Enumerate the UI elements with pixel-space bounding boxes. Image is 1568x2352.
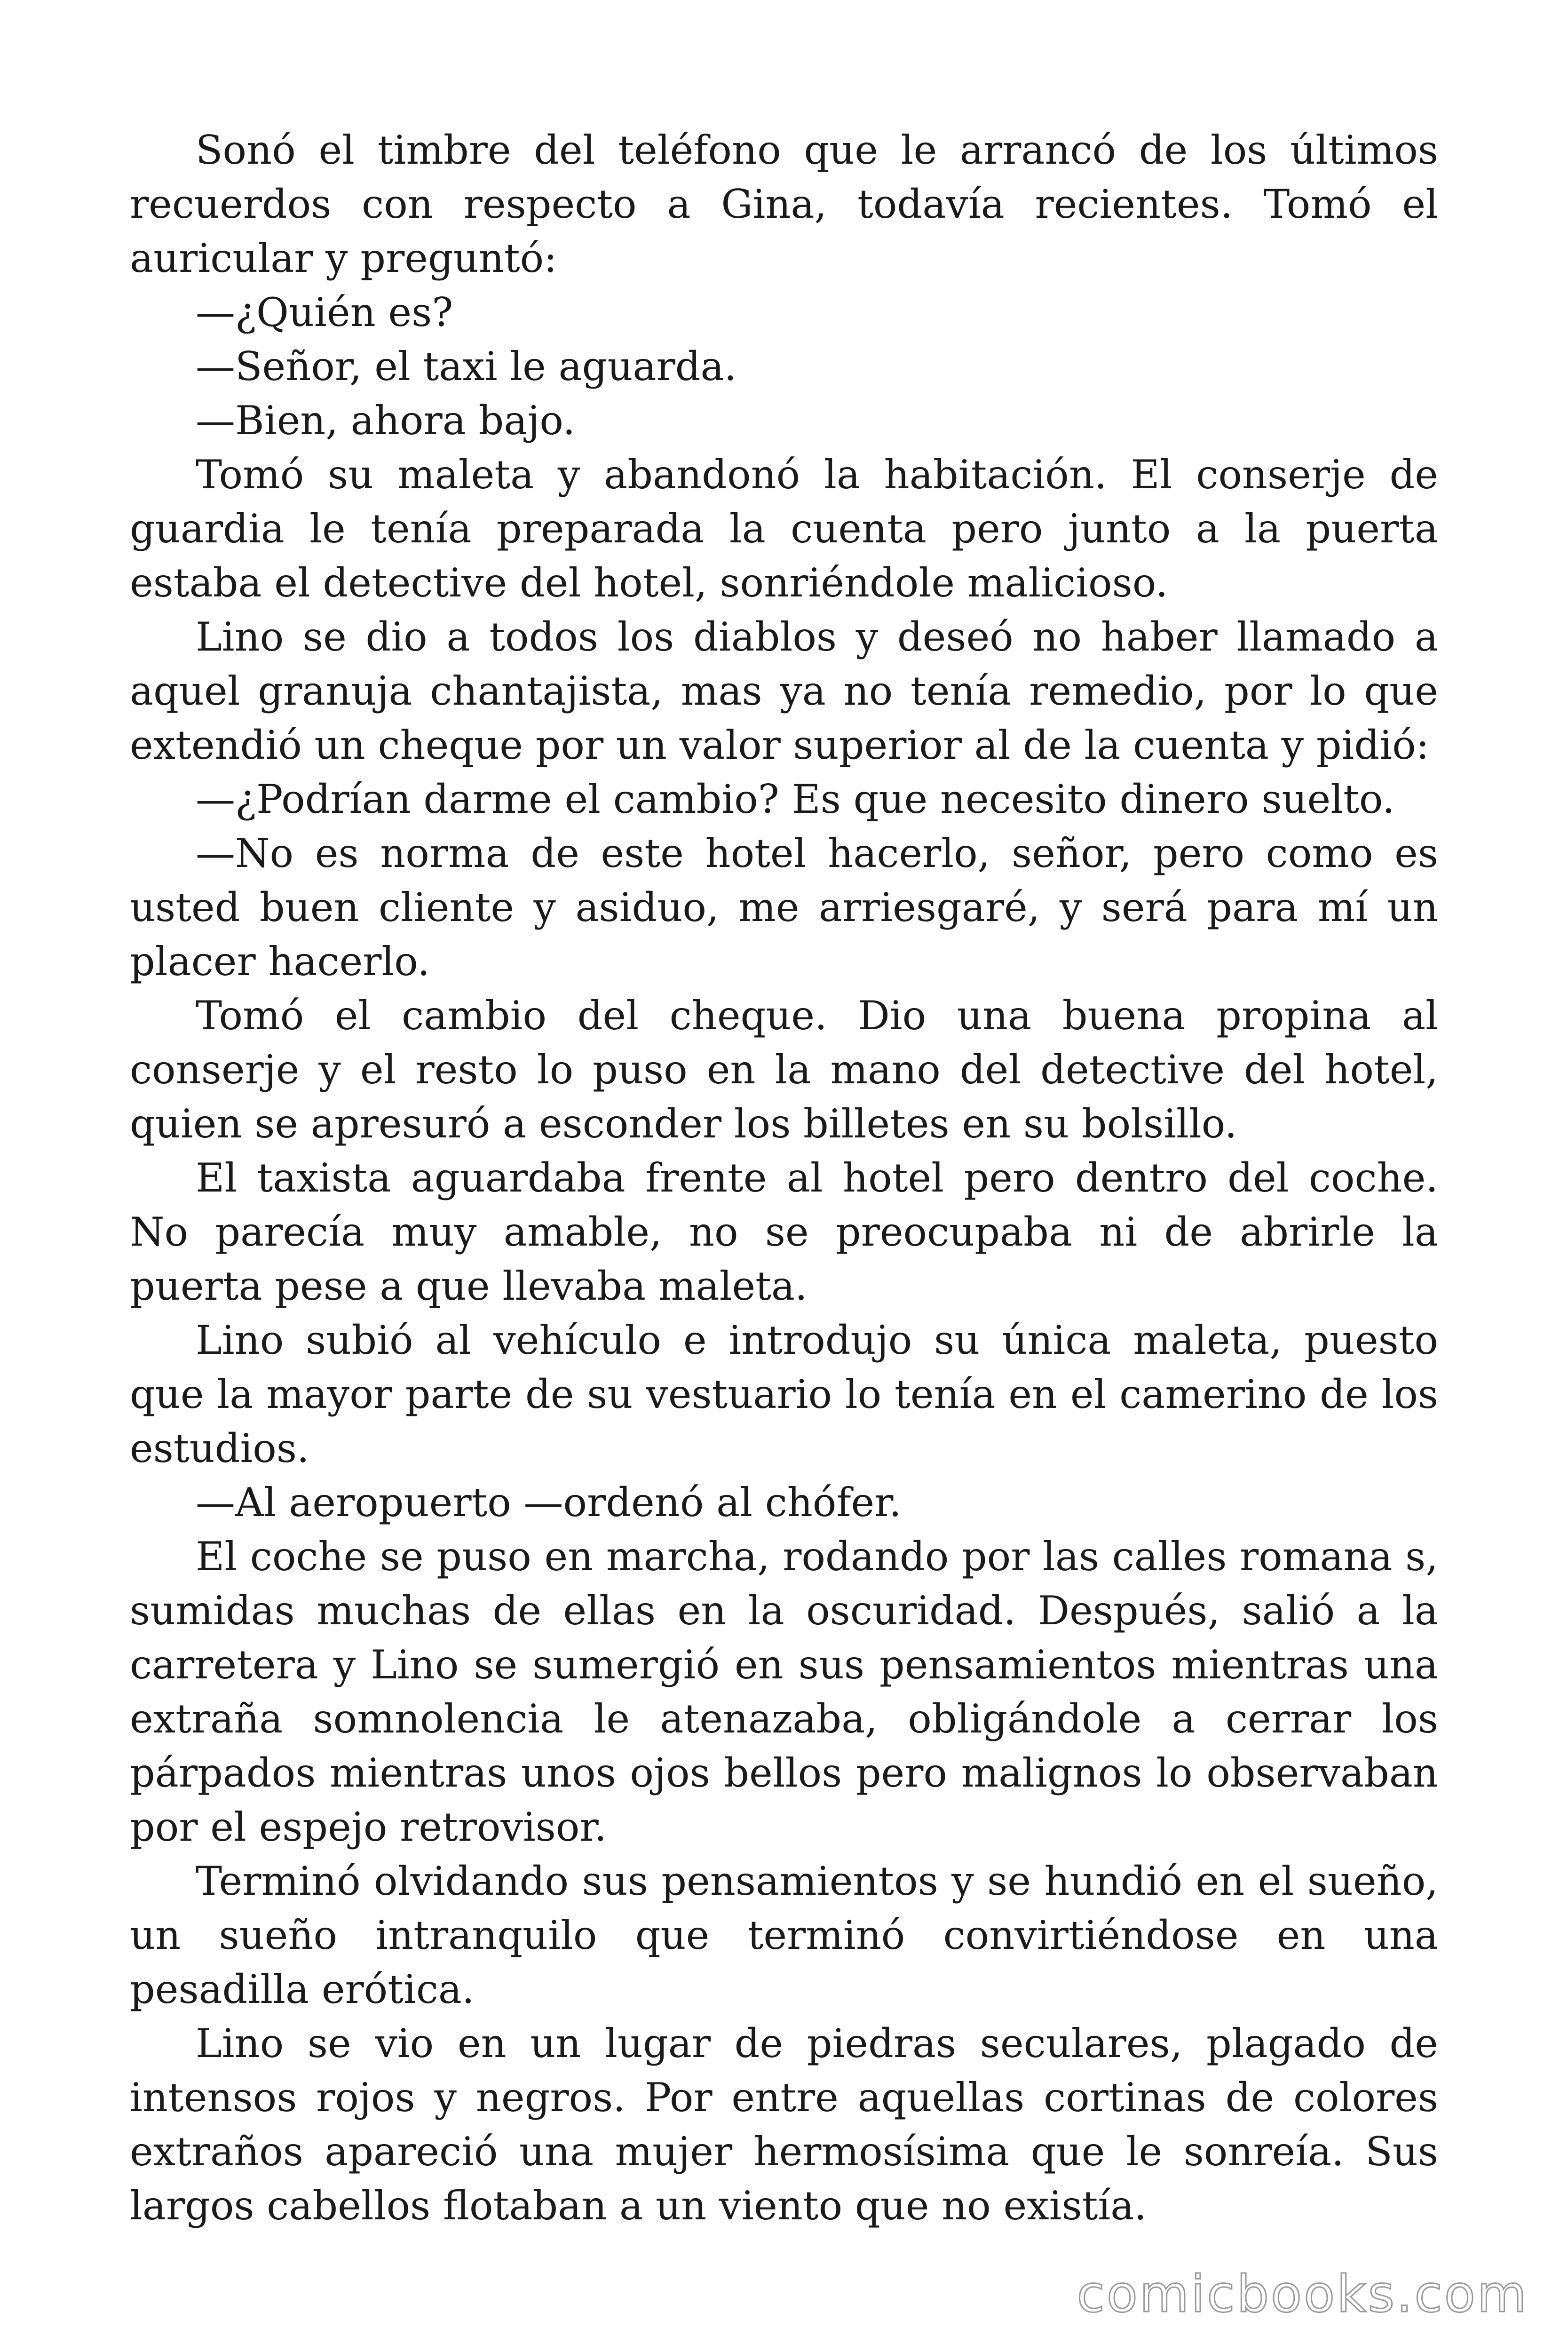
paragraph: Lino se dio a todos los diablos y deseó no haber llamado a aquel granuja chantajista, mas ya no tenía remedio, por lo que extendió un cheque por un valor superior al de la cuenta y pidió:	[130, 614, 1438, 768]
paragraph: —Al aeropuerto —ordenó al chófer.	[196, 1479, 902, 1526]
paragraph: El coche se puso en marcha, rodando por las calles romana s, sumidas muchas de ellas en la oscuridad. Después, salió a la carretera y Lino se sumergió en sus pensamientos mientras una extraña somnolencia le atenazaba, obligándole a cerrar los párpados mientras unos ojos bellos pero malignos lo observaban por el espejo retrovisor.	[130, 1534, 1438, 1850]
paragraph: —¿Quién es?	[196, 289, 453, 335]
paragraph: El taxista aguardaba frente al hotel pero dentro del coche. No parecía muy amable, no se preocupaba ni de abrirle la puerta pese a que llevaba maleta.	[130, 1155, 1438, 1309]
paragraph: —No es norma de este hotel hacerlo, señor, pero como es usted buen cliente y asiduo, me arriesgaré, y será para mí un placer hacerlo.	[130, 830, 1438, 985]
paragraph: Sonó el timbre del teléfono que le arrancó de los últimos recuerdos con respecto a Gina, todavía recientes. Tomó el auricular y preguntó:	[130, 127, 1438, 281]
paragraph: —Bien, ahora bajo.	[196, 397, 576, 444]
paragraph: Tomó el cambio del cheque. Dio una buena propina al conserje y el resto lo puso en la mano del detective del hotel, quien se apresuró a esconder los billetes en su bolsillo.	[130, 993, 1438, 1147]
paragraph: —Señor, el taxi le aguarda.	[196, 343, 737, 389]
paragraph: Tomó su maleta y abandonó la habitación. El conserje de guardia le tenía preparada la cuenta pero junto a la puerta estaba el detective del hotel, sonriéndole malicioso.	[130, 452, 1438, 606]
paragraph: Lino subió al vehículo e introdujo su única maleta, puesto que la mayor parte de su vestuario lo tenía en el camerino de los estudios.	[130, 1317, 1438, 1471]
paragraph: Terminó olvidando sus pensamientos y se hundió en el sueño, un sueño intranquilo que terminó convirtiéndose en una pesadilla erótica.	[130, 1858, 1438, 2012]
watermark: comicbooks.com	[1077, 2265, 1528, 2324]
paragraph: Lino se vio en un lugar de piedras seculares, plagado de intensos rojos y negros. Por entre aquellas cortinas de colores extraños apareció una mujer hermosísima que le sonreía. Sus largos cabellos flotaban a un viento que no existía.	[130, 2020, 1438, 2229]
paragraph: —¿Podrían darme el cambio? Es que necesito dinero suelto.	[196, 776, 1395, 822]
body-text	[130, 123, 1438, 2233]
